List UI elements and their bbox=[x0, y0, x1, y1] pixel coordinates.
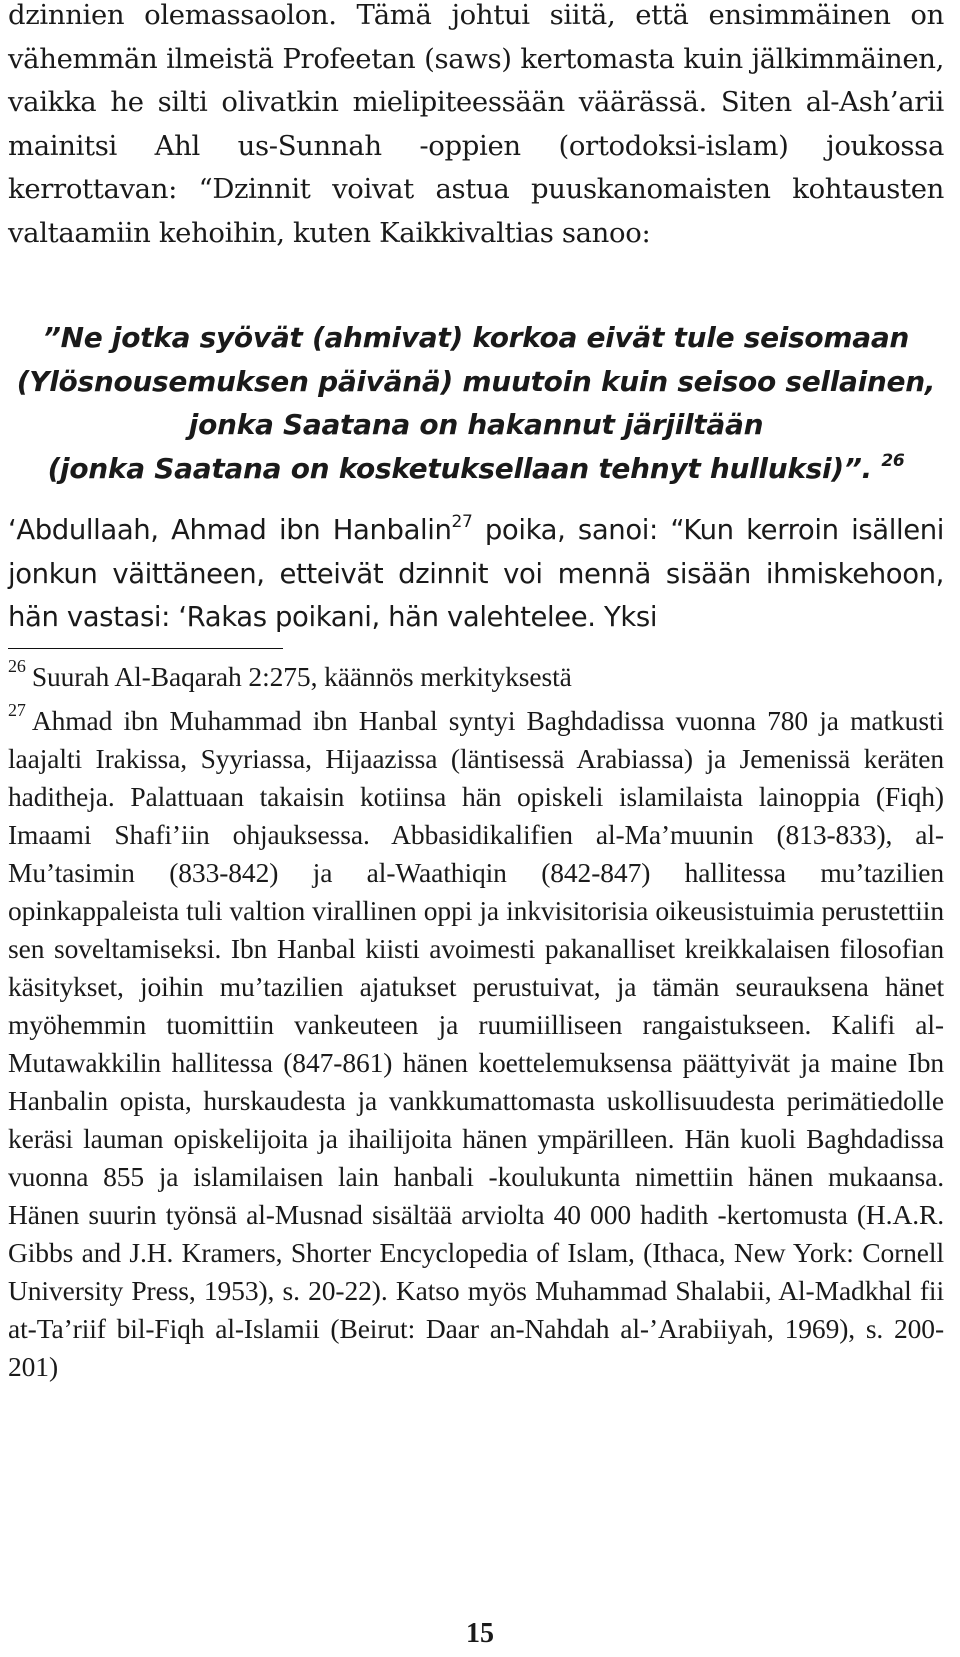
page-number: 15 bbox=[466, 1618, 494, 1649]
footnote-ref-27[interactable]: 27 bbox=[451, 512, 473, 532]
paragraph-text: poika, sanoi: “Kun kerroin isälleni jonkun väittäneen, etteivät dzinnit voi mennä sisään ihmiskehoon, hän vastasi: ‘Rakas poikani, hän valehtelee. Yksi bbox=[8, 514, 944, 633]
quran-quote bbox=[8, 316, 944, 490]
footnote-number: 26 bbox=[8, 656, 26, 676]
footnote-separator bbox=[8, 648, 283, 649]
footnotes bbox=[8, 658, 944, 1386]
footnote-text: Suurah Al-Baqarah 2:275, käännös merkityksestä bbox=[31, 661, 572, 692]
footnote-ref-26[interactable]: 26 bbox=[881, 450, 905, 471]
quote-line-text: (jonka Saatana on kosketuksellaan tehnyt hulluksi)”. bbox=[47, 451, 872, 485]
footnote-27 bbox=[8, 702, 944, 1386]
quote-line-last bbox=[8, 447, 944, 491]
paragraph-text: ‘Abdullaah, Ahmad ibn Hanbalin bbox=[8, 514, 452, 546]
body-paragraph-2 bbox=[8, 509, 944, 640]
footnote-number: 27 bbox=[8, 700, 26, 720]
footnote-26 bbox=[8, 658, 944, 696]
quote-line: ”Ne jotka syövät (ahmivat) korkoa eivät tule seisomaan bbox=[42, 321, 910, 354]
body-paragraph: dzinnien olemassaolon. Tämä johtui siitä, että ensimmäinen on vähemmän ilmeistä Profeetan (saws) kertomasta kuin jälkimmäinen, vaikka he silti olivatkin mielipiteessään väärässä. Siten al-Ash’arii mainitsi Ahl us-Sunnah -oppien (ortodoksi-islam) joukossa kerrottavan: “Dzinnit voivat astua puuskanomaisten kohtausten valtaamiin kehoihin, kuten Kaikkivaltias sanoo: bbox=[8, 0, 944, 249]
footnote-text: Ahmad ibn Muhammad ibn Hanbal syntyi Baghdadissa vuonna 780 ja matkusti laajalti Irakissa, Syyriassa, Hijaazissa (läntisessä Arabiassa) ja Jemenissä keräten haditheja. Palattuaan takaisin kotiinsa hän opiskeli islamilaista lainoppia (Fiqh) Imaami Shafi’iin ohjauksessa. Abbasidikalifien al-Ma’muunin (813-833), al-Mu’tasimin (833-842) ja al-Waathiqin (842-847) hallitessa mu’tazilien opinkappaleista tuli valtion virallinen oppi ja inkvisitorisia oikeusistuimia perustettiin sen soveltamiseksi. Ibn Hanbal kiisti avoimesti pakanalliset kreikkalaisen filosofian käsitykset, joihin mu’tazilien ajatukset perustuivat, ja tämän seurauksena hänet myöhemmin tuomittiin vankeuteen ja ruumiilliseen rangaistukseen. Kalifi al-Mutawakkilin hallitessa (847-861) hänen koettelemuksensa päättyivät ja maine Ibn Hanbalin opista, hurskaudesta ja vankkumattomasta uskollisuudesta perimätiedolle keräsi lauman opiskelijoita ja ihailijoita hänen ympärilleen. Hän kuoli Baghdadissa vuonna 855 ja islamilaisen lain hanbali -koulukunta nimettiin hänen mukaansa. Hänen suurin työnsä al-Musnad sisältää arviolta 40 000 hadith -kertomusta (H.A.R. Gibbs and J.H. Kramers, Shorter Encyclopedia of Islam, (Ithaca, New York: Cornell University Press, 1953), s. 20-22). Katso myös Muhammad Shalabii, Al-Madkhal fii at-Ta’riif bil-Fiqh al-Islamii (Beirut: Daar an-Nahdah al-’Arabiiyah, 1969), s. 200-201) bbox=[8, 705, 944, 1382]
quote-line: jonka Saatana on hakannut järjiltään bbox=[188, 408, 764, 441]
quote-line: (Ylösnousemuksen päivänä) muutoin kuin seisoo sellainen, bbox=[16, 364, 936, 398]
